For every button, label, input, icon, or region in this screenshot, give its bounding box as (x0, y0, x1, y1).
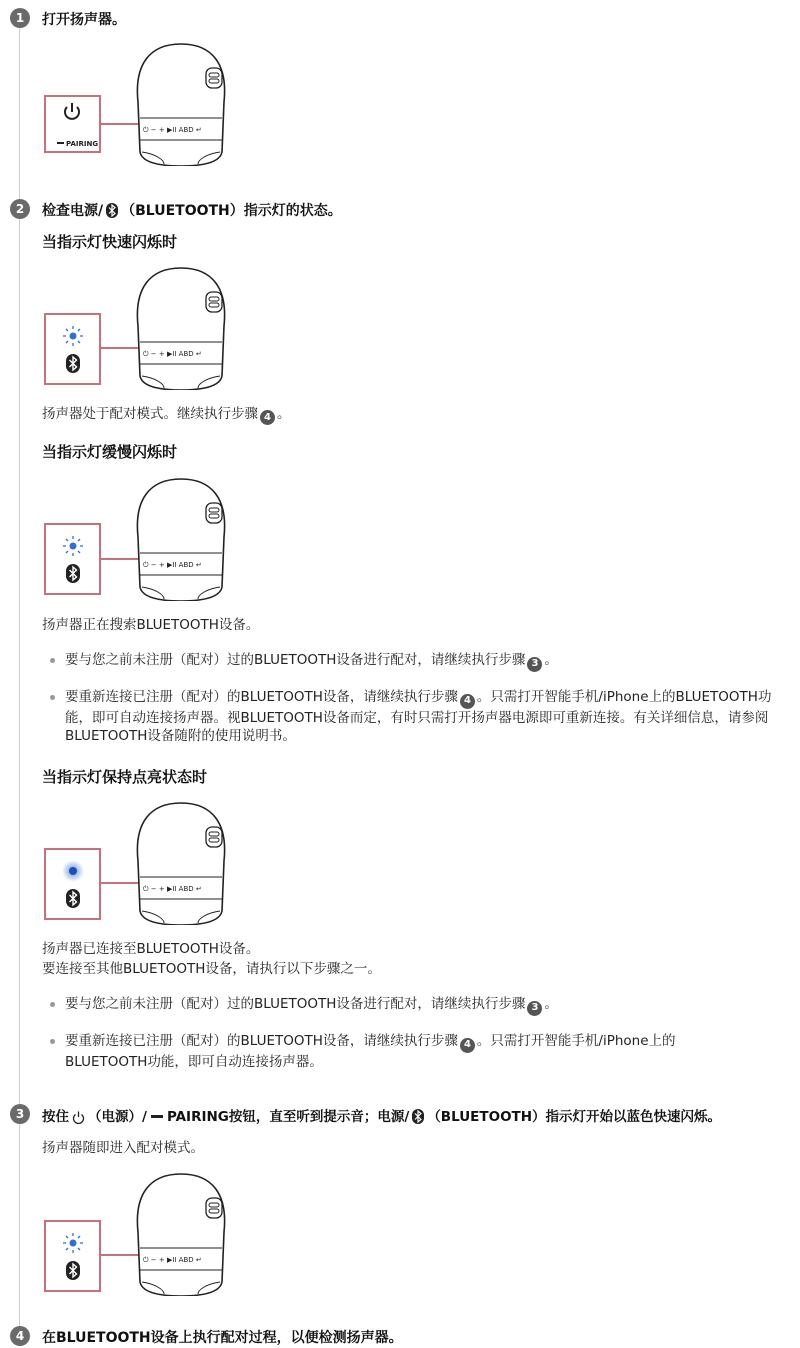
fast-blink-heading: 当指示灯快速闪烁时 (42, 233, 178, 251)
list-item (50, 651, 790, 672)
indicator-callout-steady (44, 848, 101, 920)
bluetooth-icon (66, 564, 80, 583)
step-title-part: 检查电源/ (42, 203, 104, 219)
step-number-badge: 1 (10, 8, 30, 28)
step-title (42, 1105, 721, 1125)
bluetooth-icon (66, 889, 80, 908)
slow-blink-heading: 当指示灯缓慢闪烁时 (42, 443, 178, 461)
pairing-text: PAIRING (66, 140, 99, 148)
power-icon (72, 1110, 85, 1124)
blinking-indicator-icon (63, 326, 83, 346)
list-item (50, 1032, 710, 1071)
bullet-dot (50, 1002, 55, 1007)
pairing-label (57, 140, 98, 148)
power-icon (46, 97, 99, 137)
steady-description-2: 要连接至其他BLUETOOTH设备，请执行以下步骤之一。 (42, 961, 381, 977)
bullet-dot (50, 1039, 55, 1044)
text-part: 扬声器处于配对模式。继续执行步骤 (42, 406, 258, 422)
svg-text:⏻ − + ▶II ABD ↵: ⏻ − + ▶II ABD ↵ (143, 561, 202, 569)
svg-text:⏻ − + ▶II ABD ↵: ⏻ − + ▶II ABD ↵ (143, 126, 202, 134)
text-part: 。 (544, 652, 558, 668)
step-title-part: （BLUETOOTH）指示灯的状态。 (121, 203, 342, 219)
list-item (50, 995, 790, 1016)
text-part: 要与您之前未注册（配对）过的BLUETOOTH设备进行配对，请继续执行步骤 (65, 996, 526, 1012)
steady-light-heading: 当指示灯保持点亮状态时 (42, 768, 208, 786)
fast-blink-description (42, 402, 291, 425)
svg-text:⏻ − + ▶II ABD ↵: ⏻ − + ▶II ABD ↵ (143, 885, 202, 893)
bluetooth-icon (412, 1109, 424, 1124)
text-part: 要重新连接已注册（配对）的BLUETOOTH设备，请继续执行步骤 (65, 1033, 458, 1049)
svg-text:⏻ − + ▶II ABD ↵: ⏻ − + ▶II ABD ↵ (143, 1256, 202, 1264)
bullet-dot (50, 658, 55, 663)
bluetooth-icon (66, 1261, 80, 1280)
step-number-badge: 3 (10, 1104, 30, 1124)
text-part: 。只需打开智能手机/iPhone上的BLUETOOTH功能，即可自动连接扬声器。视BLUETOOTH设备而定，有时只需打开扬声器电源即可重新连接。有关详细信息，请参阅BLUETOOTH设备随附的使用说明书。 (65, 689, 772, 744)
indicator-callout-slow (44, 523, 101, 595)
step-title-part: （BLUETOOTH）指示灯开始以蓝色快速闪烁。 (427, 1109, 722, 1125)
step-title (42, 200, 342, 220)
minus-bar-icon (57, 142, 64, 144)
step-title-part: 按住 (42, 1109, 69, 1125)
bluetooth-icon (106, 203, 118, 218)
minus-bar-icon (151, 1115, 163, 1118)
indicator-callout-pairing (44, 1220, 101, 1292)
step-ref-badge: 4 (260, 410, 275, 425)
indicator-callout-fast (44, 313, 101, 385)
speaker-illustration (134, 801, 228, 929)
step-ref-badge: 3 (527, 657, 542, 672)
step-ref-badge: 3 (527, 1001, 542, 1016)
blinking-indicator-icon (63, 1233, 83, 1253)
text-part: 。 (544, 996, 558, 1012)
step-title: 在BLUETOOTH设备上执行配对过程，以便检测扬声器。 (42, 1330, 403, 1346)
step-title: 打开扬声器。 (42, 12, 126, 28)
text-part: 要重新连接已注册（配对）的BLUETOOTH设备，请继续执行步骤 (65, 689, 458, 705)
slow-blink-description: 扬声器正在搜索BLUETOOTH设备。 (42, 617, 260, 633)
step-ref-badge: 4 (460, 694, 475, 709)
text-part: 。 (277, 406, 291, 422)
step-title-part: PAIRING按钮，直至听到提示音；电源/ (166, 1109, 410, 1125)
blinking-indicator-icon (63, 536, 83, 556)
step-number-badge: 4 (10, 1326, 30, 1346)
speaker-illustration (134, 1172, 228, 1300)
step-title-part: （电源）/ (88, 1109, 147, 1125)
speaker-illustration (134, 477, 228, 605)
step3-description: 扬声器随即进入配对模式。 (42, 1140, 204, 1156)
speaker-illustration (134, 42, 228, 170)
bluetooth-icon (66, 354, 80, 373)
power-pairing-button-callout (44, 95, 101, 153)
steady-description-1: 扬声器已连接至BLUETOOTH设备。 (42, 941, 260, 957)
bullet-dot (50, 695, 55, 700)
step-ref-badge: 4 (460, 1038, 475, 1053)
text-part: 要与您之前未注册（配对）过的BLUETOOTH设备进行配对，请继续执行步骤 (65, 652, 526, 668)
list-item (50, 688, 790, 745)
step-number-badge: 2 (10, 199, 30, 219)
text-part: 。只需打开智能手机/iPhone上的BLUETOOTH功能，即可自动连接扬声器。 (65, 1033, 676, 1070)
svg-text:⏻ − + ▶II ABD ↵: ⏻ − + ▶II ABD ↵ (143, 350, 202, 358)
steady-indicator-icon (62, 860, 84, 882)
speaker-illustration (134, 266, 228, 394)
